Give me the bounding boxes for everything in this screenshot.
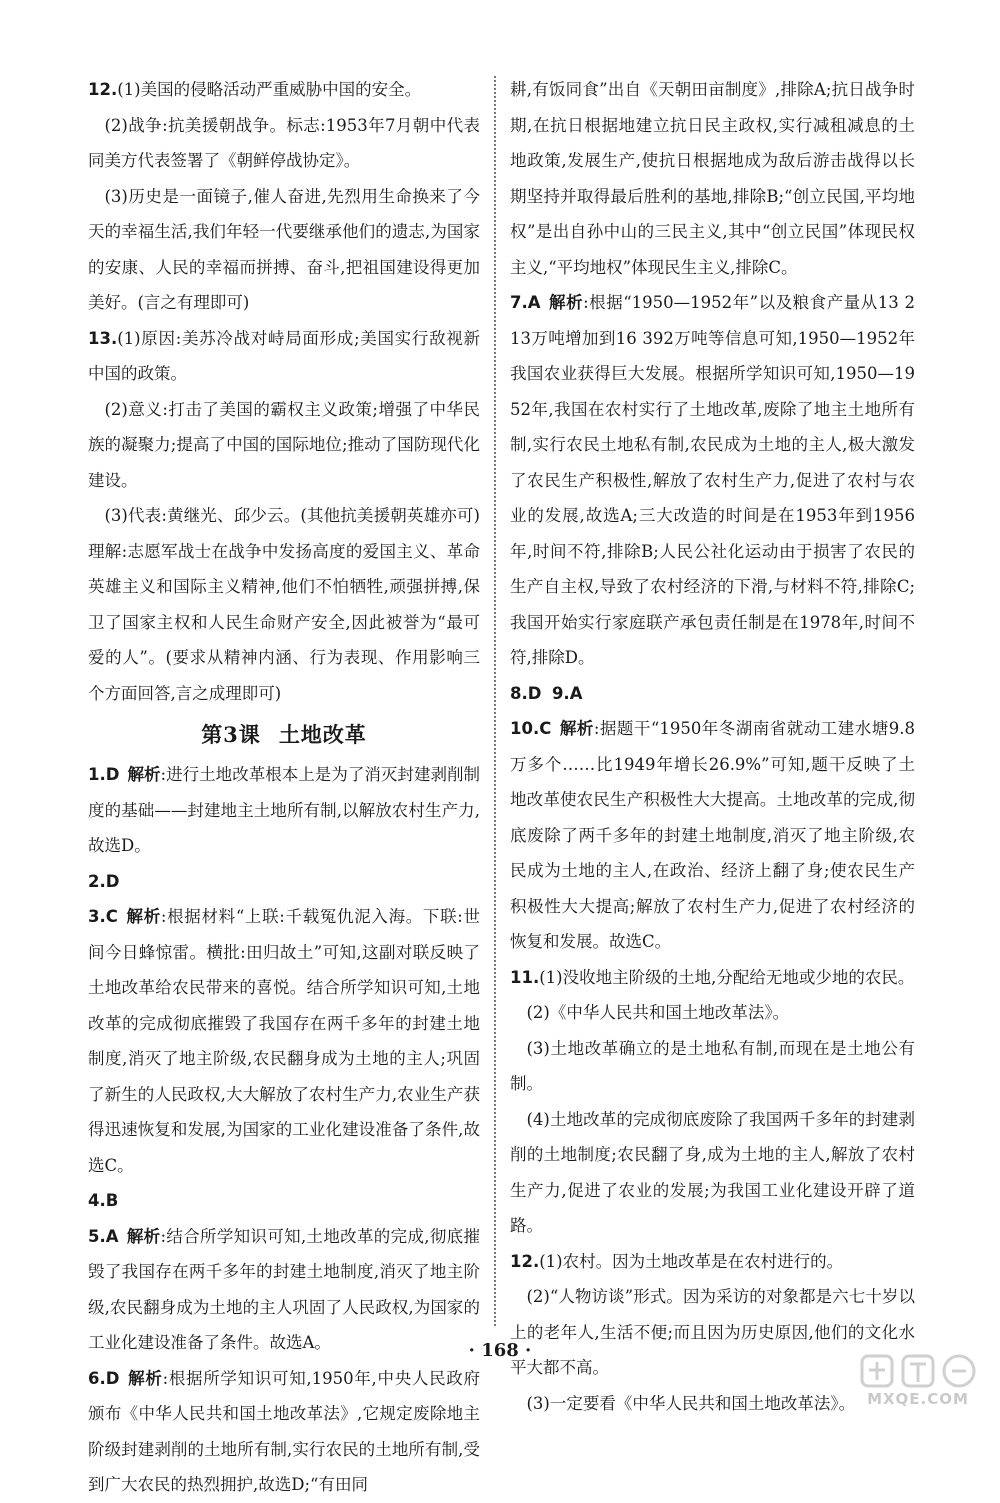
left-column bbox=[88, 72, 480, 1503]
question-number: 7. bbox=[510, 293, 528, 312]
analysis-text: :结合所学知识可知,土地改革的完成,彻底摧毁了我国存在两千多年的封建土地制度,消灭了地主阶级,农民翻身成为土地的主人巩固了人民政权,为国家的工业化建设准备了条件。故选A。 bbox=[88, 1226, 480, 1352]
answer-6 bbox=[88, 1361, 480, 1503]
analysis-label: 解析 bbox=[127, 1368, 163, 1388]
analysis-text: :据题干“1950年冬湖南省就动工建水塘9.8万多个……比1949年增长26.9%”可知,题干反映了土地改革使农民生产积极性大大提高。土地改革的完成,彻底废除了两千多年的封建土地制度,消灭了地主阶级,农民成为土地的主人,在政治、经济上翻了身;使农民生产积极性大大提高;解放了农村生产力,促进了农村经济的恢复和发展。故选C。 bbox=[510, 719, 916, 951]
question-number: 12. bbox=[510, 1251, 540, 1271]
answer-8-9 bbox=[510, 676, 915, 712]
question-number: 1. bbox=[88, 765, 106, 784]
q11-part2: (2)《中华人民共和国土地改革法》。 bbox=[526, 1003, 790, 1022]
analysis-text: :根据“1950—1952年”以及粮食产量从13 213万吨增加到16 392万吨等信息可知,1950—1952年我国农业获得巨大发展。根据所学知识可知,1950—1952年,我国在农村实行了土地改革,废除了地主土地所有制,实行农民土地私有制,农民成为土地的主人,极大激发了农民生产积极性,解放了农村生产力,促进了农村与农业的发展,故选A;三大改造的时间是在1953年到1956年,时间不符,排除B;人民公社化运动由于损害了农民的生产自主权,导致了农村经济的下滑,与材料不符,排除C;我国开始实行家庭联产承包责任制是在1978年,时间不符,排除D。 bbox=[510, 293, 916, 667]
answer-choice: A bbox=[105, 1226, 119, 1246]
question-number: 5. bbox=[88, 1226, 106, 1246]
q12-part2: (2)战争:抗美援朝战争。标志:1953年7月朝中代表同美方代表签署了《朝鲜停战协定》。 bbox=[88, 115, 480, 170]
question-number: 2. bbox=[88, 871, 106, 891]
analysis-label: 解析 bbox=[127, 765, 161, 784]
answer-choice: C bbox=[105, 907, 118, 926]
lesson-title: 土地改革 bbox=[278, 722, 367, 747]
analysis-label: 解析 bbox=[548, 293, 584, 312]
q12b-part1 bbox=[510, 1244, 915, 1280]
q12b-part3: (3)一定要看《中华人民共和国土地改革法》。 bbox=[526, 1393, 856, 1413]
answer-choice: D bbox=[105, 871, 120, 891]
watermark-logo-icon bbox=[858, 1350, 978, 1390]
answer-6-continued: 耕,有饭同食”出自《天朝田亩制度》,排除A;抗日战争时期,在抗日根据地建立抗日民主政权,实行减租减息的土地政策,发展生产,使抗日根据地成为敌后游击战得以长期坚持并取得最后胜利的基地,排除B;“创立民国,平均地权”是出自孙中山的三民主义,其中“创立民国”体现民权主义,“平均地权”体现民生主义,排除C。 bbox=[510, 80, 915, 277]
answer-choice: A bbox=[569, 683, 583, 703]
q13-part1 bbox=[88, 321, 480, 392]
question-number: 4. bbox=[88, 1191, 106, 1210]
analysis-text: :根据所学知识可知,1950年,中央人民政府颁布《中华人民共和国土地改革法》,它规定废除地主阶级封建剥削的土地所有制,实行农民的土地所有制,受到广大农民的热烈拥护,故选D;“有田同 bbox=[88, 1368, 481, 1494]
question-number: 10. bbox=[510, 719, 540, 738]
question-number: 6. bbox=[88, 1368, 106, 1388]
q13-part2: (2)意义:打击了美国的霸权主义政策;增强了中华民族的凝聚力;提高了中国的国际地位;推动了国防现代化建设。 bbox=[88, 399, 480, 490]
q11-part3: (3)土地改革确立的是土地私有制,而现在是土地公有制。 bbox=[510, 1038, 915, 1093]
analysis-text: :进行土地改革根本上是为了消灭封建剥削制度的基础——封建地主土地所有制,以解放农村生产力,故选D。 bbox=[88, 765, 481, 855]
answer-choice: A bbox=[527, 293, 541, 312]
column-divider bbox=[494, 76, 496, 1326]
answer-choice: D bbox=[527, 683, 542, 703]
answer-10 bbox=[510, 711, 915, 960]
q12-part1 bbox=[88, 72, 480, 108]
q12b-part2: (2)“人物访谈”形式。因为采访的对象都是六七十岁以上的老年人,生活不便;而且因为历史原因,他们的文化水平大都不高。 bbox=[510, 1287, 915, 1377]
watermark bbox=[858, 1350, 978, 1412]
answer-text: (1)美国的侵略活动严重威胁中国的安全。 bbox=[117, 80, 422, 99]
analysis-label: 解析 bbox=[559, 719, 594, 738]
question-number: 12. bbox=[88, 80, 118, 99]
answer-3 bbox=[88, 899, 480, 1183]
right-column bbox=[510, 72, 915, 1421]
lesson-number: 第3课 bbox=[201, 722, 261, 747]
q12-part3: (3)历史是一面镜子,催人奋进,先烈用生命换来了今天的幸福生活,我们年轻一代要继承他们的遗志,为国家的安康、人民的幸福而拼搏、奋斗,把祖国建设得更加美好。(言之有理即可) bbox=[88, 186, 480, 312]
analysis-label: 解析 bbox=[125, 907, 161, 926]
question-number: 8. bbox=[510, 683, 528, 703]
answer-choice: D bbox=[105, 765, 120, 784]
question-number: 9. bbox=[551, 683, 570, 703]
answer-text: (1)农村。因为土地改革是在农村进行的。 bbox=[539, 1251, 844, 1271]
answer-7 bbox=[510, 285, 915, 676]
q11-part1 bbox=[510, 960, 915, 996]
question-number: 3. bbox=[88, 907, 106, 926]
answer-text: (1)没收地主阶级的土地,分配给无地或少地的农民。 bbox=[539, 967, 915, 987]
answer-choice: B bbox=[105, 1191, 119, 1210]
watermark-text: MXQE.COM bbox=[867, 1390, 969, 1408]
analysis-label: 解析 bbox=[126, 1226, 161, 1246]
answer-text: (1)原因:美苏冷战对峙局面形成;美国实行敌视新中国的政策。 bbox=[88, 328, 480, 383]
q13-part3: (3)代表:黄继光、邱少云。(其他抗美援朝英雄亦可)理解:志愿军战士在战争中发扬高度的爱国主义、革命英雄主义和国际主义精神,他们不怕牺牲,顽强拼搏,保卫了国家主权和人民生命财产安全,因此被誉为“最可爱的人”。(要求从精神内涵、行为表现、作用影响三个方面回答,言之成理即可) bbox=[88, 506, 480, 703]
answer-2 bbox=[88, 864, 480, 900]
answer-choice: D bbox=[105, 1368, 120, 1388]
lesson-heading bbox=[88, 715, 480, 755]
answer-4 bbox=[88, 1183, 480, 1219]
question-number: 13. bbox=[88, 328, 118, 348]
question-number: 11. bbox=[510, 967, 540, 987]
answer-1 bbox=[88, 757, 480, 864]
page-number: · 168 · bbox=[468, 1340, 532, 1361]
answer-choice: C bbox=[539, 719, 552, 738]
analysis-text: :根据材料“上联:千载冤仇泥入海。下联:世间今日蜂惊雷。横批:田归故土”可知,这副对联反映了土地改革给农民带来的喜悦。结合所学知识可知,土地改革的完成彻底摧毁了我国存在两千多年的封建土地制度,消灭了地主阶级,农民翻身成为土地的主人;巩固了新生的人民政权,大大解放了农村生产力,农业生产获得迅速恢复和发展,为国家的工业化建设准备了条件,故选C。 bbox=[88, 907, 480, 1175]
q11-part4: (4)土地改革的完成彻底废除了我国两千多年的封建剥削的土地制度;农民翻了身,成为土地的主人,解放了农村生产力,促进了农业的发展;为我国工业化建设开辟了道路。 bbox=[510, 1109, 915, 1235]
